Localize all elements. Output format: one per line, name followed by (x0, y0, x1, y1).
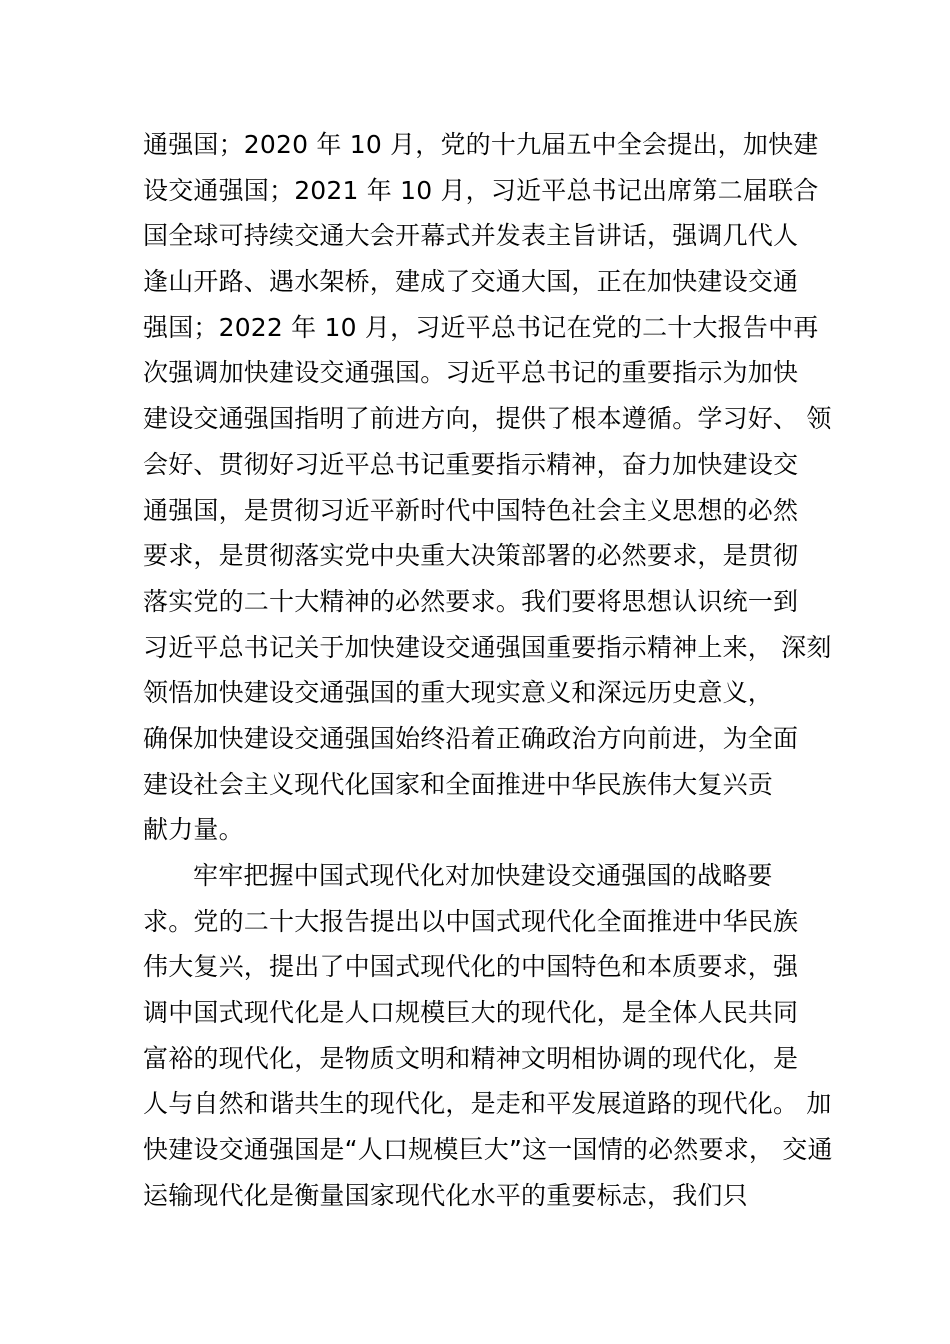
paragraph-start-line: 牢牢把握中国式现代化对加快建设交通强国的战略要 (193, 861, 773, 890)
text-line: 快建设交通强国是“人口规模巨大”这一国情的必然要求， 交通 (143, 1135, 833, 1165)
text-line: 人与自然和谐共生的现代化，是走和平发展道路的现代化。 加 (143, 1089, 832, 1119)
text-line: 建设社会主义现代化国家和全面推进中华民族伟大复兴贡 (143, 769, 774, 799)
text-line: 求。党的二十大报告提出以中国式现代化全面推进中华民族 (143, 906, 799, 936)
text-line: 调中国式现代化是人口规模巨大的现代化，是全体人民共同 (143, 998, 799, 1028)
text-line: 伟大复兴，提出了中国式现代化的中国特色和本质要求，强 (143, 952, 799, 982)
text-line: 要求，是贯彻落实党中央重大决策部署的必然要求，是贯彻 (143, 541, 799, 571)
text-line: 习近平总书记关于加快建设交通强国重要指示精神上来， 深刻 (143, 632, 832, 662)
text-line: 献力量。 (143, 815, 244, 845)
text-line: 国全球可持续交通大会开幕式并发表主旨讲话，强调几代人 (143, 221, 799, 251)
body-text (143, 122, 833, 1219)
text-line: 次强调加快建设交通强国。习近平总书记的重要指示为加快 (143, 358, 799, 388)
text-line: 通强国，是贯彻习近平新时代中国特色社会主义思想的必然 (143, 495, 799, 525)
text-line: 确保加快建设交通强国始终沿着正确政治方向前进，为全面 (143, 723, 799, 753)
text-line: 富裕的现代化，是物质文明和精神文明相协调的现代化，是 (143, 1043, 799, 1073)
text-line: 强国；2022 年 10 月，习近平总书记在党的二十大报告中再 (143, 312, 819, 342)
text-line: 设交通强国；2021 年 10 月，习近平总书记出席第二届联合 (143, 175, 819, 205)
text-line: 通强国；2020 年 10 月，党的十九届五中全会提出，加快建 (143, 130, 819, 159)
text-line: 会好、贯彻好习近平总书记重要指示精神，奋力加快建设交 (143, 449, 799, 479)
text-line: 逢山开路、遇水架桥，建成了交通大国，正在加快建设交通 (143, 267, 799, 297)
text-line: 建设交通强国指明了前进方向，提供了根本遵循。学习好、 领 (143, 404, 832, 434)
text-line: 运输现代化是衡量国家现代化水平的重要标志，我们只 (143, 1180, 748, 1210)
text-line: 落实党的二十大精神的必然要求。我们要将思想认识统一到 (143, 586, 799, 616)
text-line: 领悟加快建设交通强国的重大现实意义和深远历史意义， (143, 678, 774, 708)
